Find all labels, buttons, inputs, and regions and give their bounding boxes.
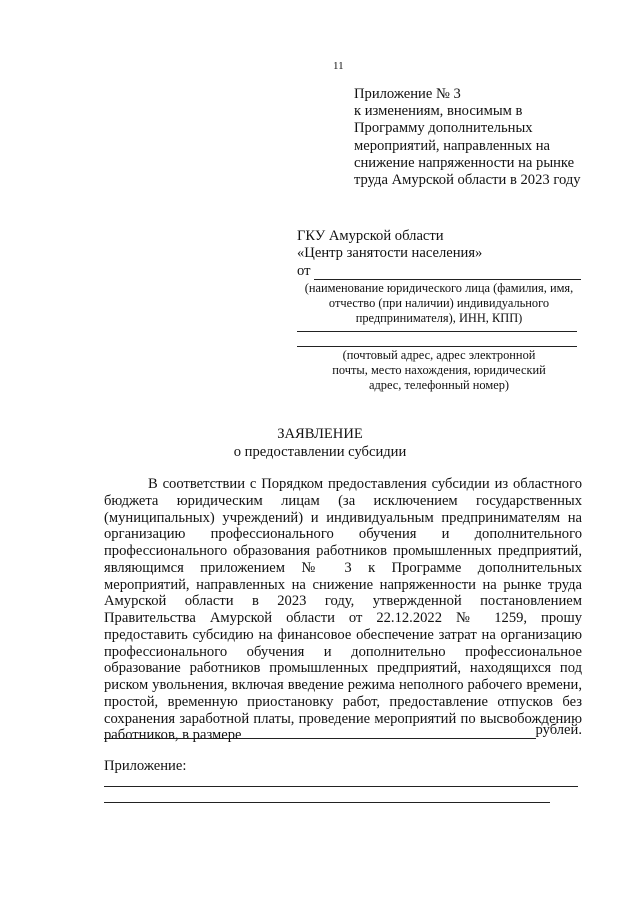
appendix-header bbox=[354, 86, 581, 189]
address-hint bbox=[297, 348, 581, 392]
attachment-field-1[interactable] bbox=[104, 786, 578, 787]
amount-row bbox=[104, 722, 582, 739]
page-number: 11 bbox=[333, 60, 344, 72]
address-field-2[interactable] bbox=[297, 346, 577, 347]
hint-line: почты, место нахождения, юридический bbox=[332, 362, 546, 377]
hint-line: адрес, телефонный номер) bbox=[368, 377, 510, 392]
appendix-line: Приложение № 3 bbox=[354, 86, 461, 102]
address-field-1[interactable] bbox=[297, 331, 577, 332]
amount-suffix: рублей. bbox=[535, 722, 582, 738]
amount-field[interactable] bbox=[104, 725, 536, 739]
applicant-name-field[interactable] bbox=[314, 266, 581, 280]
attachments-label: Приложение: bbox=[104, 758, 187, 774]
appendix-line: снижение напряженности на рынке bbox=[354, 154, 575, 171]
from-label: от bbox=[297, 263, 311, 279]
title-sub: о предоставлении субсидии bbox=[233, 444, 407, 460]
hint-line: (наименование юридического лица (фамилия, имя, bbox=[304, 281, 574, 295]
hint-line: предпринимателя), ИНН, КПП) bbox=[355, 310, 523, 325]
appendix-line: труда Амурской области в 2023 году bbox=[354, 172, 581, 189]
addressee-org-name: «Центр занятости населения» bbox=[297, 245, 483, 262]
from-row bbox=[297, 263, 581, 280]
appendix-line: мероприятий, направленных на bbox=[354, 137, 551, 154]
addressee-org: ГКУ Амурской области bbox=[297, 228, 444, 244]
body-paragraph: В соответствии с Порядком предоставления субсидии из областного бюджета юридическим лицам (за исключением государственных (муниципальных) учреждений) и индивидуальным предпринимателям на организацию профессионального обучения и дополнительного профессионального образования работников промышленных предприятий, являющимся приложением № 3 к Программе дополнительных мероприятий, направленных на снижение напряженности на рынке труда Амурской области в 2023 году, утвержденной постановлением Правительства Амурской области от 22.12.2022 № 1259, прошу предоставить субсидию на финансовое обеспечение затрат на организацию профессионального обучения и дополнительно профессиональное образование работников промышленных предприятий, находящихся под риском увольнения, включая введение режима неполного рабочего времени, простой, временную приостановку работ, предоставление отпусков без сохранения заработной платы, проведение мероприятий по высвобождению работников, в размере bbox=[104, 476, 582, 744]
attachment-field-2[interactable] bbox=[104, 802, 550, 803]
title-main: ЗАЯВЛЕНИЕ bbox=[277, 426, 363, 442]
document-title bbox=[0, 425, 640, 461]
applicant-hint bbox=[297, 281, 581, 325]
hint-line: отчество (при наличии) индивидуального bbox=[328, 295, 550, 310]
appendix-line: Программу дополнительных bbox=[354, 120, 533, 137]
hint-line: (почтовый адрес, адрес электронной bbox=[342, 348, 536, 362]
addressee-block bbox=[297, 228, 482, 262]
appendix-line: к изменениям, вносимым в bbox=[354, 103, 523, 120]
